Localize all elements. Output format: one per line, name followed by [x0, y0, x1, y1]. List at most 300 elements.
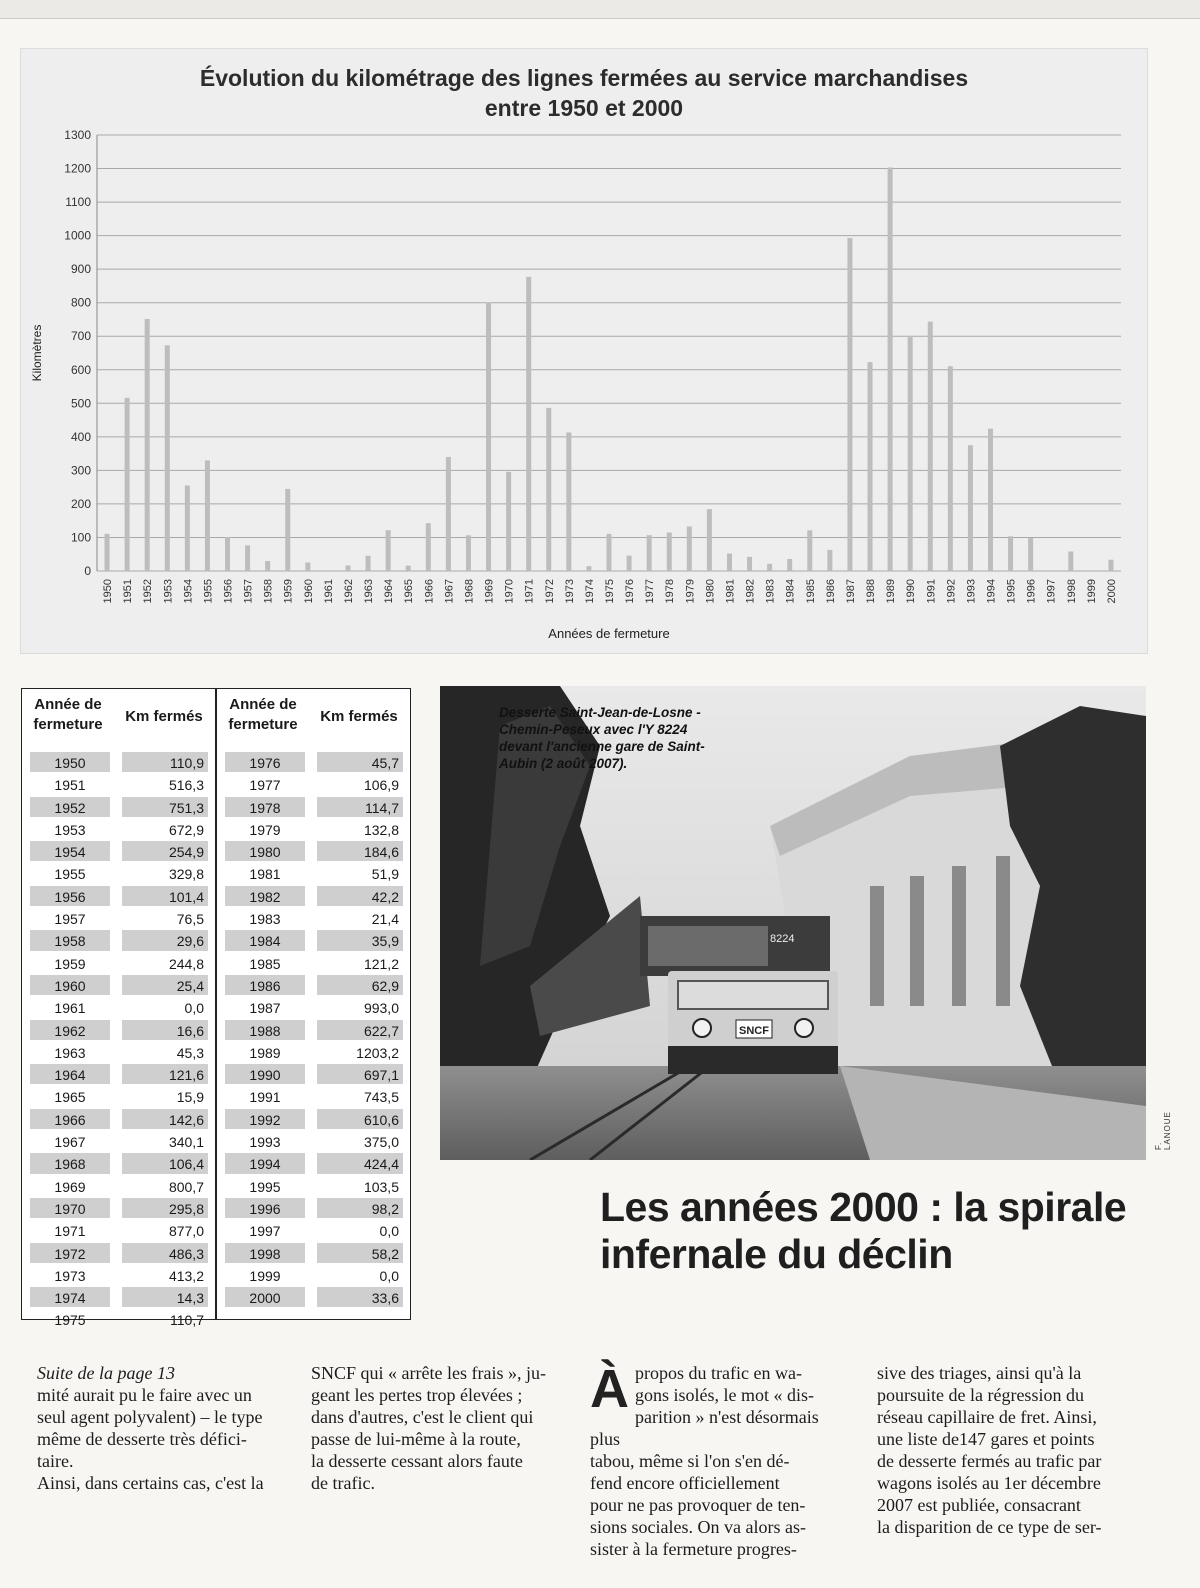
x-tick-label: 1958 [262, 579, 275, 604]
table-row [217, 929, 410, 951]
bar-1978 [667, 533, 672, 571]
text-line: pour ne pas provoquer de ten- [590, 1495, 806, 1515]
cell-year: 1980 [225, 841, 305, 861]
x-tick-label: 1955 [202, 579, 215, 604]
article-headline [600, 1184, 1160, 1278]
x-tick-label: 1961 [322, 579, 335, 604]
cell-year: 1994 [225, 1153, 305, 1173]
cell-year: 1991 [249, 1089, 281, 1106]
x-tick-label: 1953 [162, 579, 175, 604]
cell-km: 76,5 [176, 911, 204, 928]
y-tick-label: 0 [84, 564, 91, 578]
page-top-band [0, 0, 1200, 19]
cell-km: 743,5 [363, 1089, 399, 1106]
table-row [217, 1197, 410, 1219]
cell-year: 1984 [225, 930, 305, 950]
x-tick-label: 1967 [443, 579, 456, 604]
cell-km: 14,3 [122, 1287, 208, 1307]
x-tick-label: 1950 [102, 579, 115, 604]
cell-year: 1955 [54, 866, 86, 883]
bar-1993 [968, 445, 973, 571]
cell-km: 254,9 [122, 841, 208, 861]
bar-1986 [827, 550, 832, 571]
table-row [22, 751, 215, 773]
table-row [217, 1175, 410, 1197]
bar-1957 [245, 545, 250, 571]
closures-table [21, 688, 411, 1329]
table-row [22, 952, 215, 974]
text-column-2 [311, 1362, 559, 1494]
text-column-4 [877, 1362, 1139, 1538]
text-line: seul agent polyvalent) – le type [37, 1407, 263, 1427]
bar-1963 [366, 556, 371, 571]
cell-km: 29,6 [122, 930, 208, 950]
cell-km: 142,6 [122, 1109, 208, 1129]
y-tick-label: 100 [70, 530, 91, 545]
cell-km: 697,1 [317, 1064, 403, 1084]
cell-km: 610,6 [317, 1109, 403, 1129]
table-header [22, 689, 215, 749]
locomotive-logo: SNCF [739, 1025, 769, 1037]
table-row [217, 751, 410, 773]
headline-line-2: infernale du déclin [600, 1231, 953, 1277]
cell-km: 121,6 [122, 1064, 208, 1084]
header-km: Km fermés [320, 708, 398, 725]
cell-year: 1986 [225, 975, 305, 995]
table-row [22, 862, 215, 884]
cell-year: 1963 [54, 1044, 86, 1061]
x-tick-label: 1954 [182, 579, 195, 604]
y-tick-label: 1100 [65, 195, 91, 210]
cell-km: 413,2 [168, 1267, 204, 1284]
table-row [22, 796, 215, 818]
cell-year: 1967 [54, 1134, 86, 1151]
x-tick-label: 1972 [543, 579, 556, 604]
locomotive-number: 8224 [770, 933, 795, 945]
x-tick-label: 1991 [925, 579, 938, 604]
cell-km: 0,0 [379, 1223, 399, 1240]
cell-year: 1950 [30, 752, 110, 772]
cell-year: 1952 [30, 797, 110, 817]
chart-panel [20, 48, 1148, 654]
photo-credit: F. LANOUE [1154, 1111, 1172, 1150]
cell-km: 184,6 [317, 841, 403, 861]
bar-1994 [988, 429, 993, 571]
bar-1990 [908, 337, 913, 571]
table-row [217, 1264, 410, 1286]
photo-caption-line-2: Chemin-Peseux avec l'Y 8224 [499, 722, 688, 737]
table-row [22, 840, 215, 862]
cell-year: 1958 [30, 930, 110, 950]
bar-1950 [105, 534, 110, 571]
table-row [22, 1041, 215, 1063]
text-line: la disparition de ce type de ser- [877, 1517, 1102, 1537]
table-row [217, 1063, 410, 1085]
x-tick-label: 1989 [885, 579, 898, 604]
bar-1983 [767, 564, 772, 571]
table-row [22, 974, 215, 996]
cell-km: 21,4 [371, 911, 399, 928]
cell-year: 1976 [225, 752, 305, 772]
cell-km: 101,4 [122, 886, 208, 906]
y-tick-label: 500 [70, 396, 91, 411]
x-tick-label: 1965 [403, 579, 416, 604]
cell-km: 15,9 [176, 1089, 204, 1106]
text-line: de desserte fermés au trafic par [877, 1451, 1102, 1471]
text-line: SNCF qui « arrête les frais », ju- [311, 1363, 546, 1383]
bar-1959 [285, 489, 290, 571]
cell-km: 244,8 [168, 955, 204, 972]
table-header [217, 689, 410, 749]
x-tick-label: 1976 [624, 579, 637, 604]
cell-km: 51,9 [371, 866, 399, 883]
bar-1980 [707, 509, 712, 571]
table-row [217, 1219, 410, 1241]
table-row [217, 796, 410, 818]
cell-year: 1999 [249, 1267, 281, 1284]
y-tick-label: 1000 [64, 228, 91, 243]
bar-1956 [225, 537, 230, 571]
x-tick-label: 1952 [142, 579, 155, 604]
cell-year: 1962 [30, 1020, 110, 1040]
x-tick-label: 1951 [122, 579, 135, 604]
table-row [217, 1130, 410, 1152]
x-tick-label: 1956 [222, 579, 235, 604]
cell-km: 103,5 [363, 1178, 399, 1195]
x-tick-label: 1990 [905, 579, 918, 604]
text-line: sister à la fermeture progres- [590, 1539, 797, 1559]
bar-1977 [647, 535, 652, 571]
cell-km: 0,0 [379, 1267, 399, 1284]
table-row [22, 1286, 215, 1308]
cell-year: 1993 [249, 1134, 281, 1151]
table-row [217, 1085, 410, 1107]
cell-year: 1985 [249, 955, 281, 972]
bar-1968 [466, 535, 471, 571]
cell-km: 110,9 [122, 752, 208, 772]
cell-km: 110,7 [170, 1312, 204, 1329]
bar-1995 [1008, 536, 1013, 571]
cell-km: 0,0 [184, 1000, 204, 1017]
table-row [22, 1130, 215, 1152]
cell-year: 1992 [225, 1109, 305, 1129]
bar-1972 [546, 408, 551, 571]
cell-km: 106,4 [122, 1153, 208, 1173]
x-axis-label: Années de fermeture [548, 626, 670, 641]
cell-year: 1990 [225, 1064, 305, 1084]
header-year-line-1: Année de [229, 696, 297, 713]
text-line: sive des triages, ainsi qu'à la [877, 1363, 1082, 1383]
bar-1954 [185, 486, 190, 571]
cell-year: 1977 [249, 777, 281, 794]
x-tick-label: 1957 [242, 579, 255, 604]
header-year-line-1: Année de [34, 696, 102, 713]
table-row [22, 1308, 215, 1330]
y-tick-label: 400 [70, 429, 91, 444]
header-km: Km fermés [125, 708, 203, 725]
header-year-line-2: fermeture [33, 716, 103, 733]
cell-km: 114,7 [317, 797, 403, 817]
bar-1951 [125, 398, 130, 571]
x-tick-label: 1993 [965, 579, 978, 604]
cell-year: 1959 [54, 955, 86, 972]
text-line: de trafic. [311, 1473, 375, 1493]
cell-km: 62,9 [317, 975, 403, 995]
text-column-3 [590, 1359, 845, 1560]
bar-1984 [787, 559, 792, 571]
table-row [217, 862, 410, 884]
table-row [217, 907, 410, 929]
cell-year: 1970 [30, 1198, 110, 1218]
text-line: même de desserte très défici- [37, 1429, 247, 1449]
cell-km: 340,1 [168, 1134, 204, 1151]
cell-year: 2000 [225, 1287, 305, 1307]
cell-year: 1981 [249, 866, 281, 883]
table-row [22, 1063, 215, 1085]
bar-1985 [807, 530, 812, 571]
cell-km: 516,3 [168, 777, 204, 794]
x-tick-label: 1974 [583, 579, 596, 604]
table-rows-left [22, 751, 215, 1331]
cell-year: 1975 [54, 1312, 86, 1329]
cell-km: 25,4 [122, 975, 208, 995]
x-tick-label: 1963 [363, 579, 376, 604]
table-row [217, 840, 410, 862]
x-tick-label: 1986 [824, 579, 837, 604]
cell-km: 877,0 [168, 1223, 204, 1240]
x-tick-label: 1964 [383, 579, 396, 604]
x-tick-label: 1960 [302, 579, 315, 604]
cell-km: 16,6 [122, 1020, 208, 1040]
x-tick-label: 1995 [1005, 579, 1018, 604]
header-year [28, 695, 108, 735]
table-column-right [217, 689, 410, 1319]
y-tick-label: 300 [70, 463, 91, 478]
x-tick-label: 1962 [342, 579, 355, 604]
x-tick-label: 1966 [423, 579, 436, 604]
bar-1996 [1028, 538, 1033, 571]
x-tick-label: 1975 [604, 579, 616, 604]
bar-1970 [506, 472, 511, 571]
text-line: wagons isolés au 1er décembre [877, 1473, 1101, 1493]
bar-1982 [747, 557, 752, 571]
bar-1989 [888, 167, 893, 571]
x-tick-label: 1982 [744, 579, 757, 604]
x-tick-label: 1984 [784, 579, 797, 604]
table-row [22, 929, 215, 951]
cell-year: 1996 [225, 1198, 305, 1218]
x-tick-label: 1985 [804, 579, 817, 604]
bar-1998 [1068, 551, 1073, 571]
text-line: sions sociales. On va alors as- [590, 1517, 806, 1537]
cell-year: 1968 [30, 1153, 110, 1173]
x-tick-label: 1987 [844, 579, 857, 604]
x-tick-label: 1971 [523, 579, 536, 604]
headline-line-1: Les années 2000 : la spirale [600, 1184, 1127, 1230]
bar-1967 [446, 457, 451, 571]
bar-1952 [145, 319, 150, 571]
bar-1969 [486, 302, 491, 571]
table-row [22, 818, 215, 840]
x-tick-label: 1988 [865, 579, 878, 604]
drop-cap: À [590, 1359, 629, 1419]
x-tick-label: 1992 [945, 579, 958, 604]
cell-year: 1997 [249, 1223, 281, 1240]
cell-year: 1953 [54, 821, 86, 838]
bar-1973 [566, 432, 571, 571]
bar-1988 [868, 362, 873, 571]
bar-1955 [205, 460, 210, 571]
table-row [217, 885, 410, 907]
bar-1979 [687, 526, 692, 571]
y-tick-label: 800 [70, 295, 91, 310]
cell-year: 1951 [54, 777, 86, 794]
table-row [22, 907, 215, 929]
text-line: taire. [37, 1451, 74, 1471]
cell-km: 45,7 [317, 752, 403, 772]
table-rows-right [217, 751, 410, 1308]
x-tick-label: 1994 [985, 579, 998, 604]
text-line: passe de lui-même à la route, [311, 1429, 521, 1449]
table-row [22, 1264, 215, 1286]
text-line: poursuite de la régression du [877, 1385, 1084, 1405]
bar-2000 [1108, 560, 1113, 571]
bar-1971 [526, 277, 531, 571]
cell-year: 1995 [249, 1178, 281, 1195]
cell-km: 121,2 [363, 955, 399, 972]
bar-1960 [305, 562, 310, 571]
x-tick-label: 1973 [563, 579, 576, 604]
bar-1966 [426, 523, 431, 571]
x-tick-label: 1978 [664, 579, 677, 604]
cell-year: 1956 [30, 886, 110, 906]
cell-km: 35,9 [317, 930, 403, 950]
x-tick-label: 1970 [503, 579, 516, 604]
chart-title-line-1: Évolution du kilométrage des lignes fermées au service marchandises [199, 65, 969, 91]
cell-year: 1989 [249, 1044, 281, 1061]
bar-chart [21, 49, 1147, 653]
photo-caption-line-3: devant l'ancienne gare de Saint- [499, 739, 705, 754]
table-row [217, 1152, 410, 1174]
text-column-1 [37, 1362, 277, 1494]
cell-km: 132,8 [363, 821, 399, 838]
y-tick-label: 1200 [64, 161, 91, 176]
text-line: Ainsi, dans certains cas, c'est la [37, 1473, 264, 1493]
photo-caption-line-1: Desserte Saint-Jean-de-Losne - [499, 705, 701, 720]
y-tick-label: 1300 [64, 128, 91, 142]
cell-year: 1966 [30, 1109, 110, 1129]
x-tick-label: 1996 [1025, 579, 1038, 604]
cell-km: 98,2 [317, 1198, 403, 1218]
table-row [22, 1019, 215, 1041]
continued-from-note: Suite de la page 13 [37, 1363, 175, 1383]
bar-1962 [345, 565, 350, 571]
cell-km: 424,4 [317, 1153, 403, 1173]
table-row [22, 1175, 215, 1197]
table-row [217, 996, 410, 1018]
cell-km: 751,3 [122, 797, 208, 817]
table-row [22, 1085, 215, 1107]
text-line: gons isolés, le mot « dis- [635, 1385, 814, 1405]
table-row [22, 885, 215, 907]
y-tick-label: 900 [70, 262, 91, 277]
cell-km: 622,7 [317, 1020, 403, 1040]
cell-year: 1965 [54, 1089, 86, 1106]
table-row [22, 1197, 215, 1219]
cell-year: 1972 [30, 1243, 110, 1263]
x-tick-label: 1977 [644, 579, 657, 604]
cell-km: 800,7 [168, 1178, 204, 1195]
cell-km: 375,0 [363, 1134, 399, 1151]
x-tick-label: 1983 [764, 579, 777, 604]
cell-km: 106,9 [363, 777, 399, 794]
y-tick-label: 200 [70, 496, 91, 511]
bar-1958 [265, 561, 270, 571]
text-line: mité aurait pu le faire avec un [37, 1385, 252, 1405]
text-line: parition » n'est désormais plus [590, 1407, 819, 1449]
text-line: fend encore officiellement [590, 1473, 780, 1493]
table-column-left [22, 689, 215, 1329]
table-row [217, 1041, 410, 1063]
text-line: tabou, même si l'on s'en dé- [590, 1451, 790, 1471]
x-tick-label: 1968 [463, 579, 476, 604]
cell-year: 1954 [30, 841, 110, 861]
cell-year: 1969 [54, 1178, 86, 1195]
x-tick-label: 1999 [1085, 579, 1098, 604]
cell-km: 329,8 [168, 866, 204, 883]
text-line: 2007 est publiée, consacrant [877, 1495, 1081, 1515]
cell-km: 486,3 [122, 1243, 208, 1263]
table-row [22, 996, 215, 1018]
cell-year: 1983 [249, 911, 281, 928]
table-row [217, 974, 410, 996]
bar-1976 [627, 556, 632, 571]
cell-year: 1988 [225, 1020, 305, 1040]
x-tick-label: 2000 [1105, 579, 1118, 604]
table-row [22, 773, 215, 795]
cell-km: 42,2 [317, 886, 403, 906]
bar-1991 [928, 322, 933, 571]
cell-year: 1998 [225, 1243, 305, 1263]
x-tick-label: 1997 [1045, 579, 1058, 604]
table-row [217, 818, 410, 840]
cell-year: 1973 [54, 1267, 86, 1284]
text-line: dans d'autres, c'est le client qui [311, 1407, 534, 1427]
photo-caption-line-4: Aubin (2 août 2007). [499, 756, 628, 771]
cell-year: 1978 [225, 797, 305, 817]
cell-km: 58,2 [317, 1243, 403, 1263]
header-year-line-2: fermeture [228, 716, 298, 733]
cell-year: 1957 [54, 911, 86, 928]
table-row [217, 952, 410, 974]
y-axis-label: Kilomètres [30, 324, 44, 382]
bar-1964 [386, 530, 391, 571]
x-tick-label: 1969 [483, 579, 496, 604]
y-tick-label: 600 [70, 362, 91, 377]
text-line: une liste de147 gares et points [877, 1429, 1095, 1449]
chart-title [21, 63, 1147, 123]
cell-km: 993,0 [363, 1000, 399, 1017]
text-line: réseau capillaire de fret. Ainsi, [877, 1407, 1097, 1427]
table-row [22, 1152, 215, 1174]
cell-year: 1982 [225, 886, 305, 906]
cell-year: 1987 [249, 1000, 281, 1017]
cell-km: 45,3 [176, 1044, 204, 1061]
x-tick-label: 1979 [684, 579, 697, 604]
table-row [217, 1242, 410, 1264]
text-line: la desserte cessant alors faute [311, 1451, 523, 1471]
bar-1974 [586, 566, 591, 571]
